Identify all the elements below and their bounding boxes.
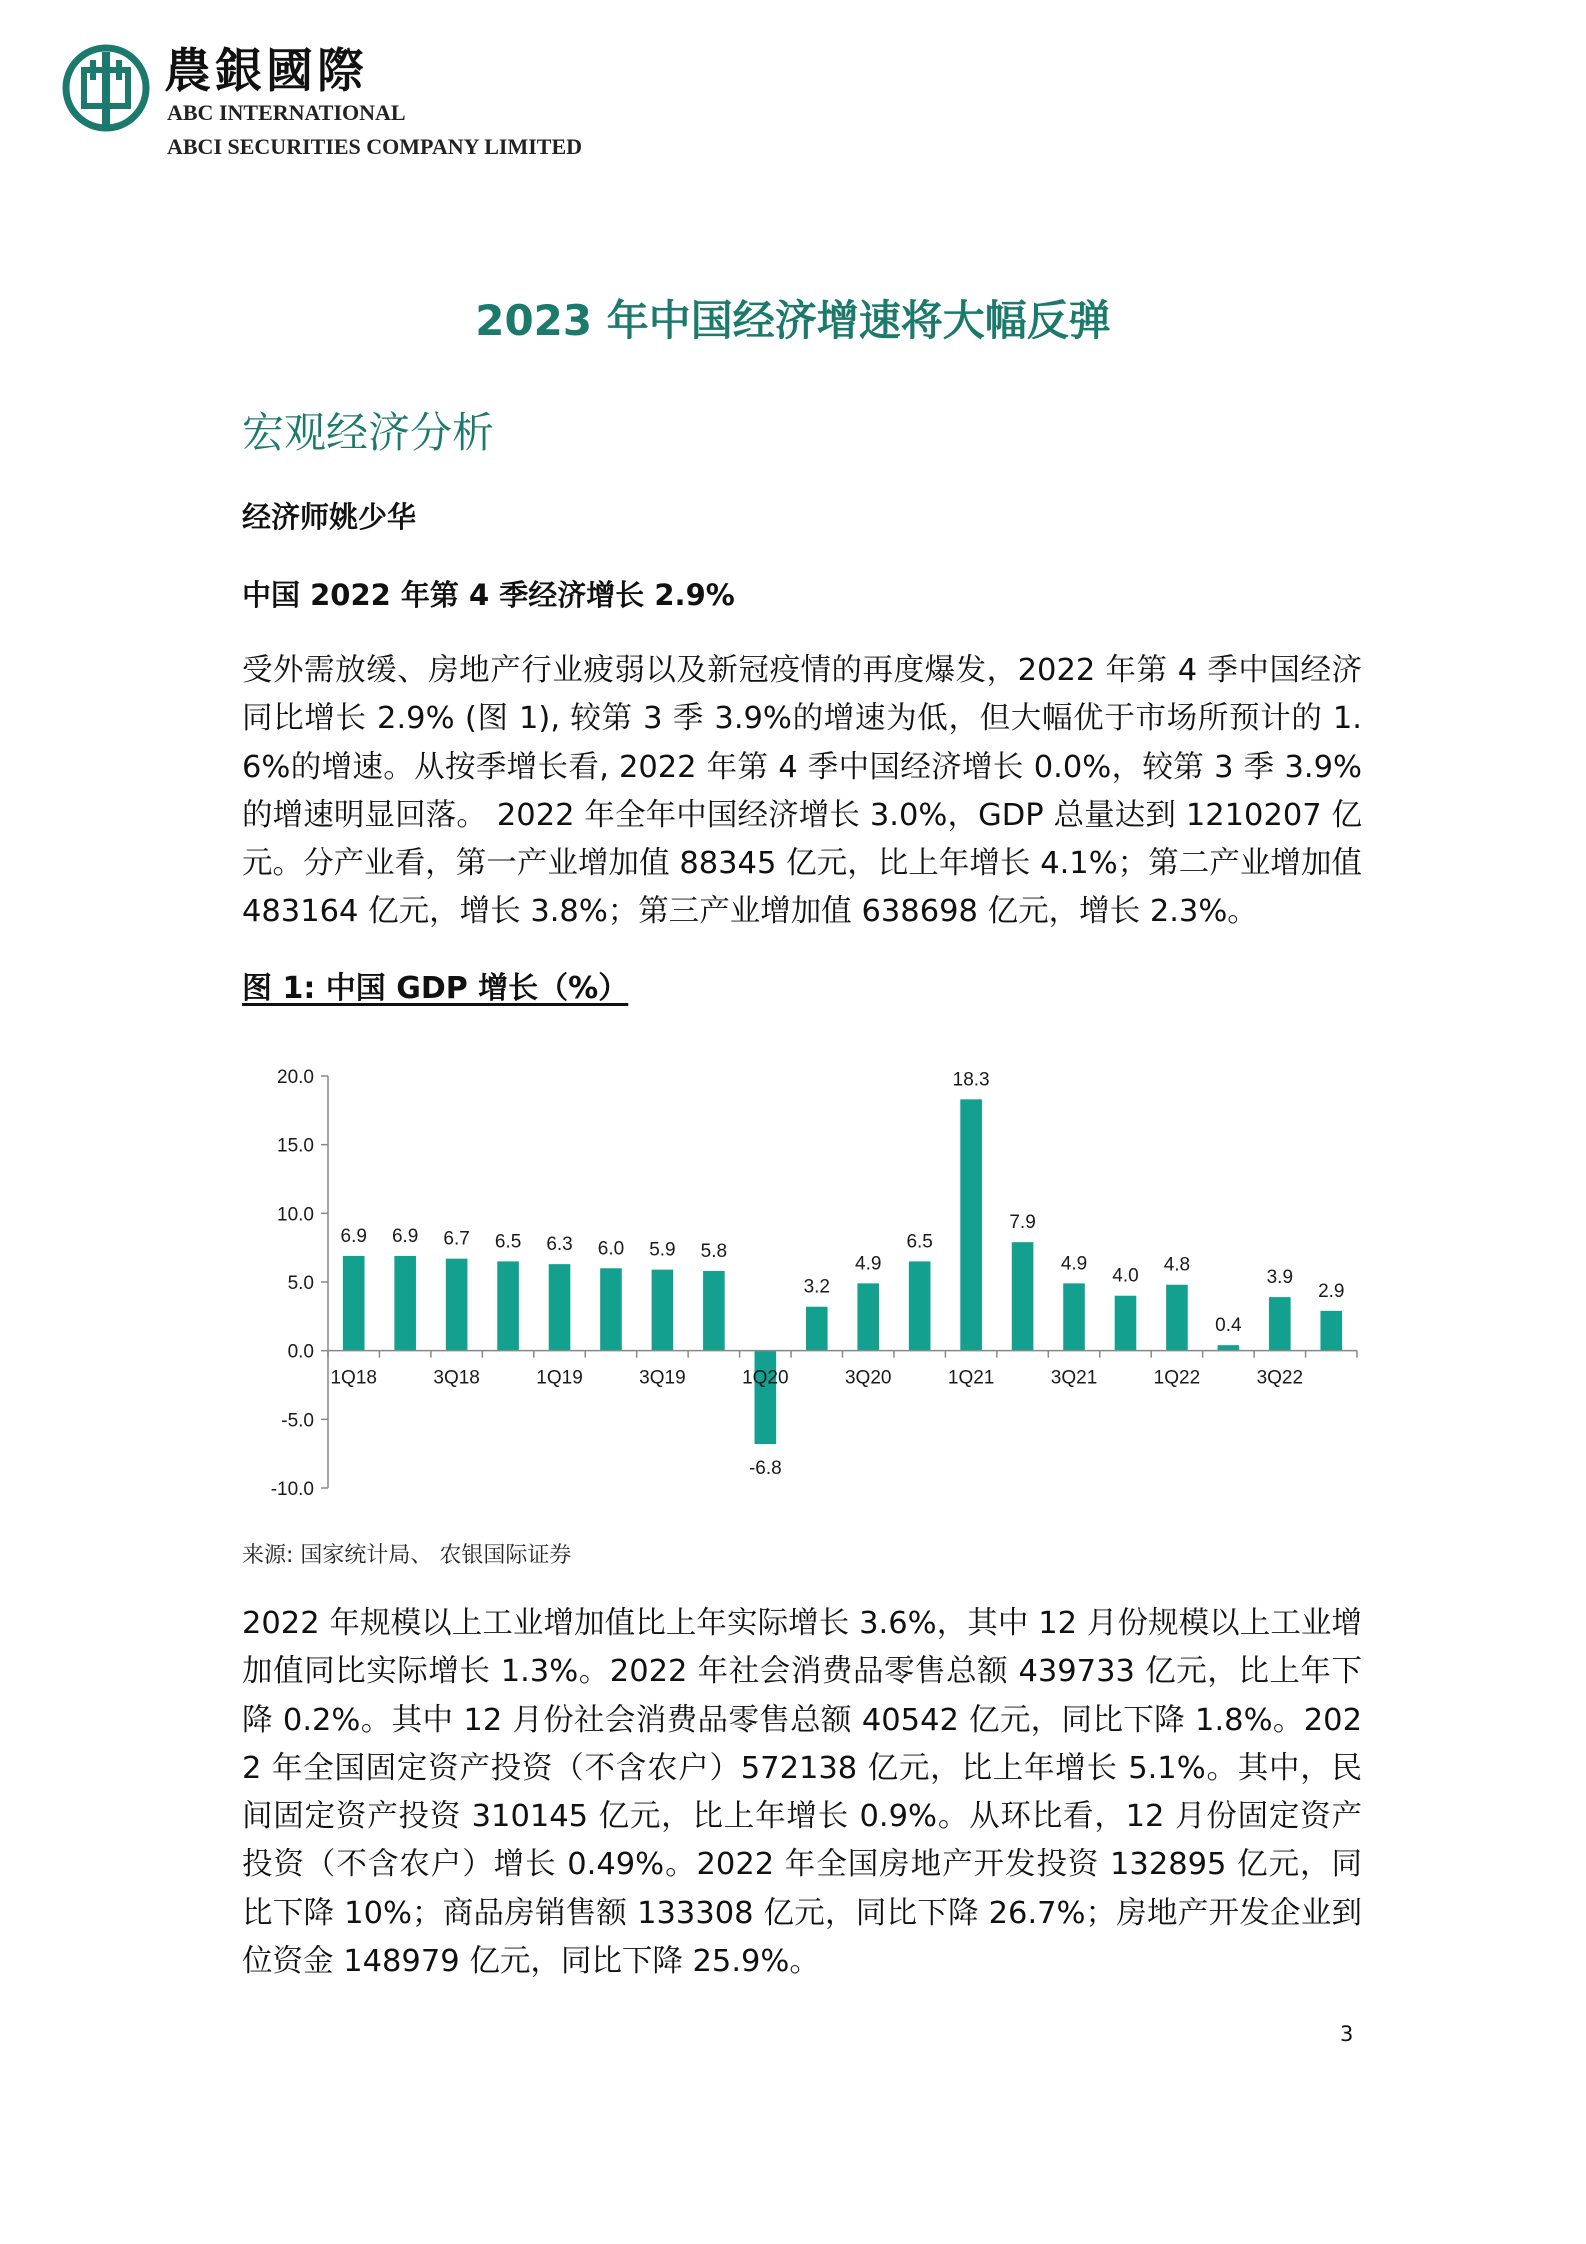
data-label-1Q22: 4.8 (1163, 1254, 1191, 1276)
bar-1Q20 (755, 1351, 777, 1444)
data-label-3Q21: 4.9 (1060, 1253, 1088, 1275)
x-tick-label: 3Q21 (1050, 1367, 1098, 1389)
x-tick-label: 1Q20 (742, 1367, 789, 1389)
data-label-3Q19: 5.9 (649, 1239, 676, 1261)
x-tick-label: 3Q22 (1256, 1367, 1304, 1389)
section-title: 宏观经济分析 (242, 408, 495, 457)
data-label-2Q20: 3.2 (803, 1276, 830, 1298)
x-tick-label: 3Q20 (844, 1367, 892, 1389)
x-tick-label: 1Q18 (330, 1367, 377, 1389)
y-tick-label: 0.0 (287, 1341, 314, 1363)
data-label-2Q21: 7.9 (1009, 1212, 1036, 1234)
data-label-1Q18: 6.9 (340, 1225, 367, 1247)
y-tick-label: -10.0 (270, 1479, 314, 1500)
data-label-1Q20: -6.8 (748, 1458, 782, 1480)
bar-3Q20 (857, 1283, 879, 1350)
abc-emblem-icon (62, 44, 150, 132)
y-tick-label: -5.0 (281, 1410, 314, 1432)
x-tick-label: 1Q19 (536, 1367, 583, 1389)
bar-3Q21 (1063, 1283, 1085, 1350)
data-label-4Q19: 5.8 (700, 1241, 728, 1263)
data-label-4Q21: 4.0 (1112, 1265, 1139, 1287)
data-label-1Q21: 18.3 (952, 1069, 990, 1091)
bar-1Q21 (960, 1099, 982, 1350)
data-label-2Q18: 6.9 (391, 1225, 419, 1247)
bar-2Q21 (1012, 1242, 1034, 1350)
y-tick-label: 10.0 (277, 1204, 314, 1226)
gdp-growth-bar-chart (242, 1040, 1372, 1520)
brand-name-chinese: 農銀國際 (164, 44, 368, 99)
paragraph-industry: 2022 年规模以上工业增加值比上年实际增长 3.6%，其中 12 月份规模以上工业增加值同比实际增长 1.3%。2022 年社会消费品零售总额 439733 亿元，比上年下降 0.2%。其中 12 月份社会消费品零售总额 40542 亿元，同比下降 1.8%。2022 年全国固定资产投资（不含农户）572138 亿元，比上年增长 5.1%。其中，民间固定资产投资 310145 亿元，比上年增长 0.9%。从环比看，12 月份固定资产投资（不含农户）增长 0.49%。2022 年全国房地产开发投资 132895 亿元，同比下降 10%；商品房销售额 133308 亿元，同比下降 26.7%；房地产开发企业到位资金 148979 亿元，同比下降 25.9%。 (242, 1606, 1362, 1980)
paragraph-gdp: 受外需放缓、房地产行业疲弱以及新冠疫情的再度爆发，2022 年第 4 季中国经济同比增长 2.9% (图 1), 较第 3 季 3.9%的增速为低，但大幅优于市场所预计的 1.6%的增速。从按季增长看, 2022 年第 4 季中国经济增长 0.0%，较第 3 季 3.9%的增速明显回落。 2022 年全年中国经济增长 3.0%，GDP 总量达到 1210207 亿元。分产业看，第一产业增加值 88345 亿元，比上年增长 4.1%；第二产业增加值 483164 亿元，增长 3.8%；第三产业增加值 638698 亿元，增长 2.3%。 (242, 653, 1362, 930)
bar-3Q19 (652, 1270, 674, 1351)
figure-caption: 图 1: 中国 GDP 增长（%） (242, 971, 629, 1006)
bar-4Q21 (1115, 1296, 1137, 1351)
bar-2Q19 (600, 1268, 622, 1350)
x-tick-label: 3Q19 (639, 1367, 686, 1389)
data-label-4Q22: 2.9 (1318, 1280, 1345, 1302)
data-label-3Q20: 4.9 (855, 1253, 882, 1275)
x-tick-label: 1Q21 (947, 1367, 995, 1389)
data-label-2Q22: 0.4 (1215, 1315, 1242, 1337)
bar-1Q19 (549, 1264, 571, 1351)
page-number: 3 (1340, 2022, 1354, 2046)
x-tick-label: 1Q22 (1153, 1367, 1201, 1389)
subheading: 中国 2022 年第 4 季经济增长 2.9% (242, 578, 735, 612)
bar-4Q18 (497, 1261, 519, 1350)
bar-1Q22 (1166, 1285, 1188, 1351)
bar-4Q19 (703, 1271, 725, 1351)
bar-3Q22 (1269, 1297, 1291, 1351)
bar-4Q20 (909, 1261, 931, 1350)
data-label-3Q22: 3.9 (1266, 1267, 1294, 1289)
data-label-2Q19: 6.0 (597, 1238, 625, 1260)
bar-2Q22 (1218, 1345, 1240, 1350)
chart-source: 来源: 国家统计局、 农银国际证券 (242, 1543, 572, 1568)
bar-1Q18 (343, 1256, 365, 1351)
bar-2Q20 (806, 1307, 828, 1351)
data-label-4Q18: 6.5 (494, 1231, 522, 1253)
bar-2Q18 (394, 1256, 416, 1351)
data-label-1Q19: 6.3 (546, 1234, 573, 1256)
document-title: 2023 年中国经济增速将大幅反弹 (475, 296, 1111, 345)
data-label-3Q18: 6.7 (443, 1228, 470, 1250)
chart-canvas (242, 1040, 1372, 1520)
author-line: 经济师姚少华 (242, 500, 417, 534)
bar-4Q22 (1320, 1311, 1342, 1351)
x-tick-label: 3Q18 (433, 1367, 480, 1389)
company-logo (60, 38, 583, 168)
company-name-english: ABCI SECURITIES COMPANY LIMITED (167, 134, 583, 159)
y-tick-label: 15.0 (277, 1135, 314, 1157)
brand-name-english: ABC INTERNATIONAL (167, 100, 406, 125)
data-label-4Q20: 6.5 (906, 1231, 933, 1253)
bar-3Q18 (446, 1259, 468, 1351)
y-tick-label: 5.0 (287, 1273, 314, 1294)
y-tick-label: 20.0 (277, 1067, 314, 1088)
